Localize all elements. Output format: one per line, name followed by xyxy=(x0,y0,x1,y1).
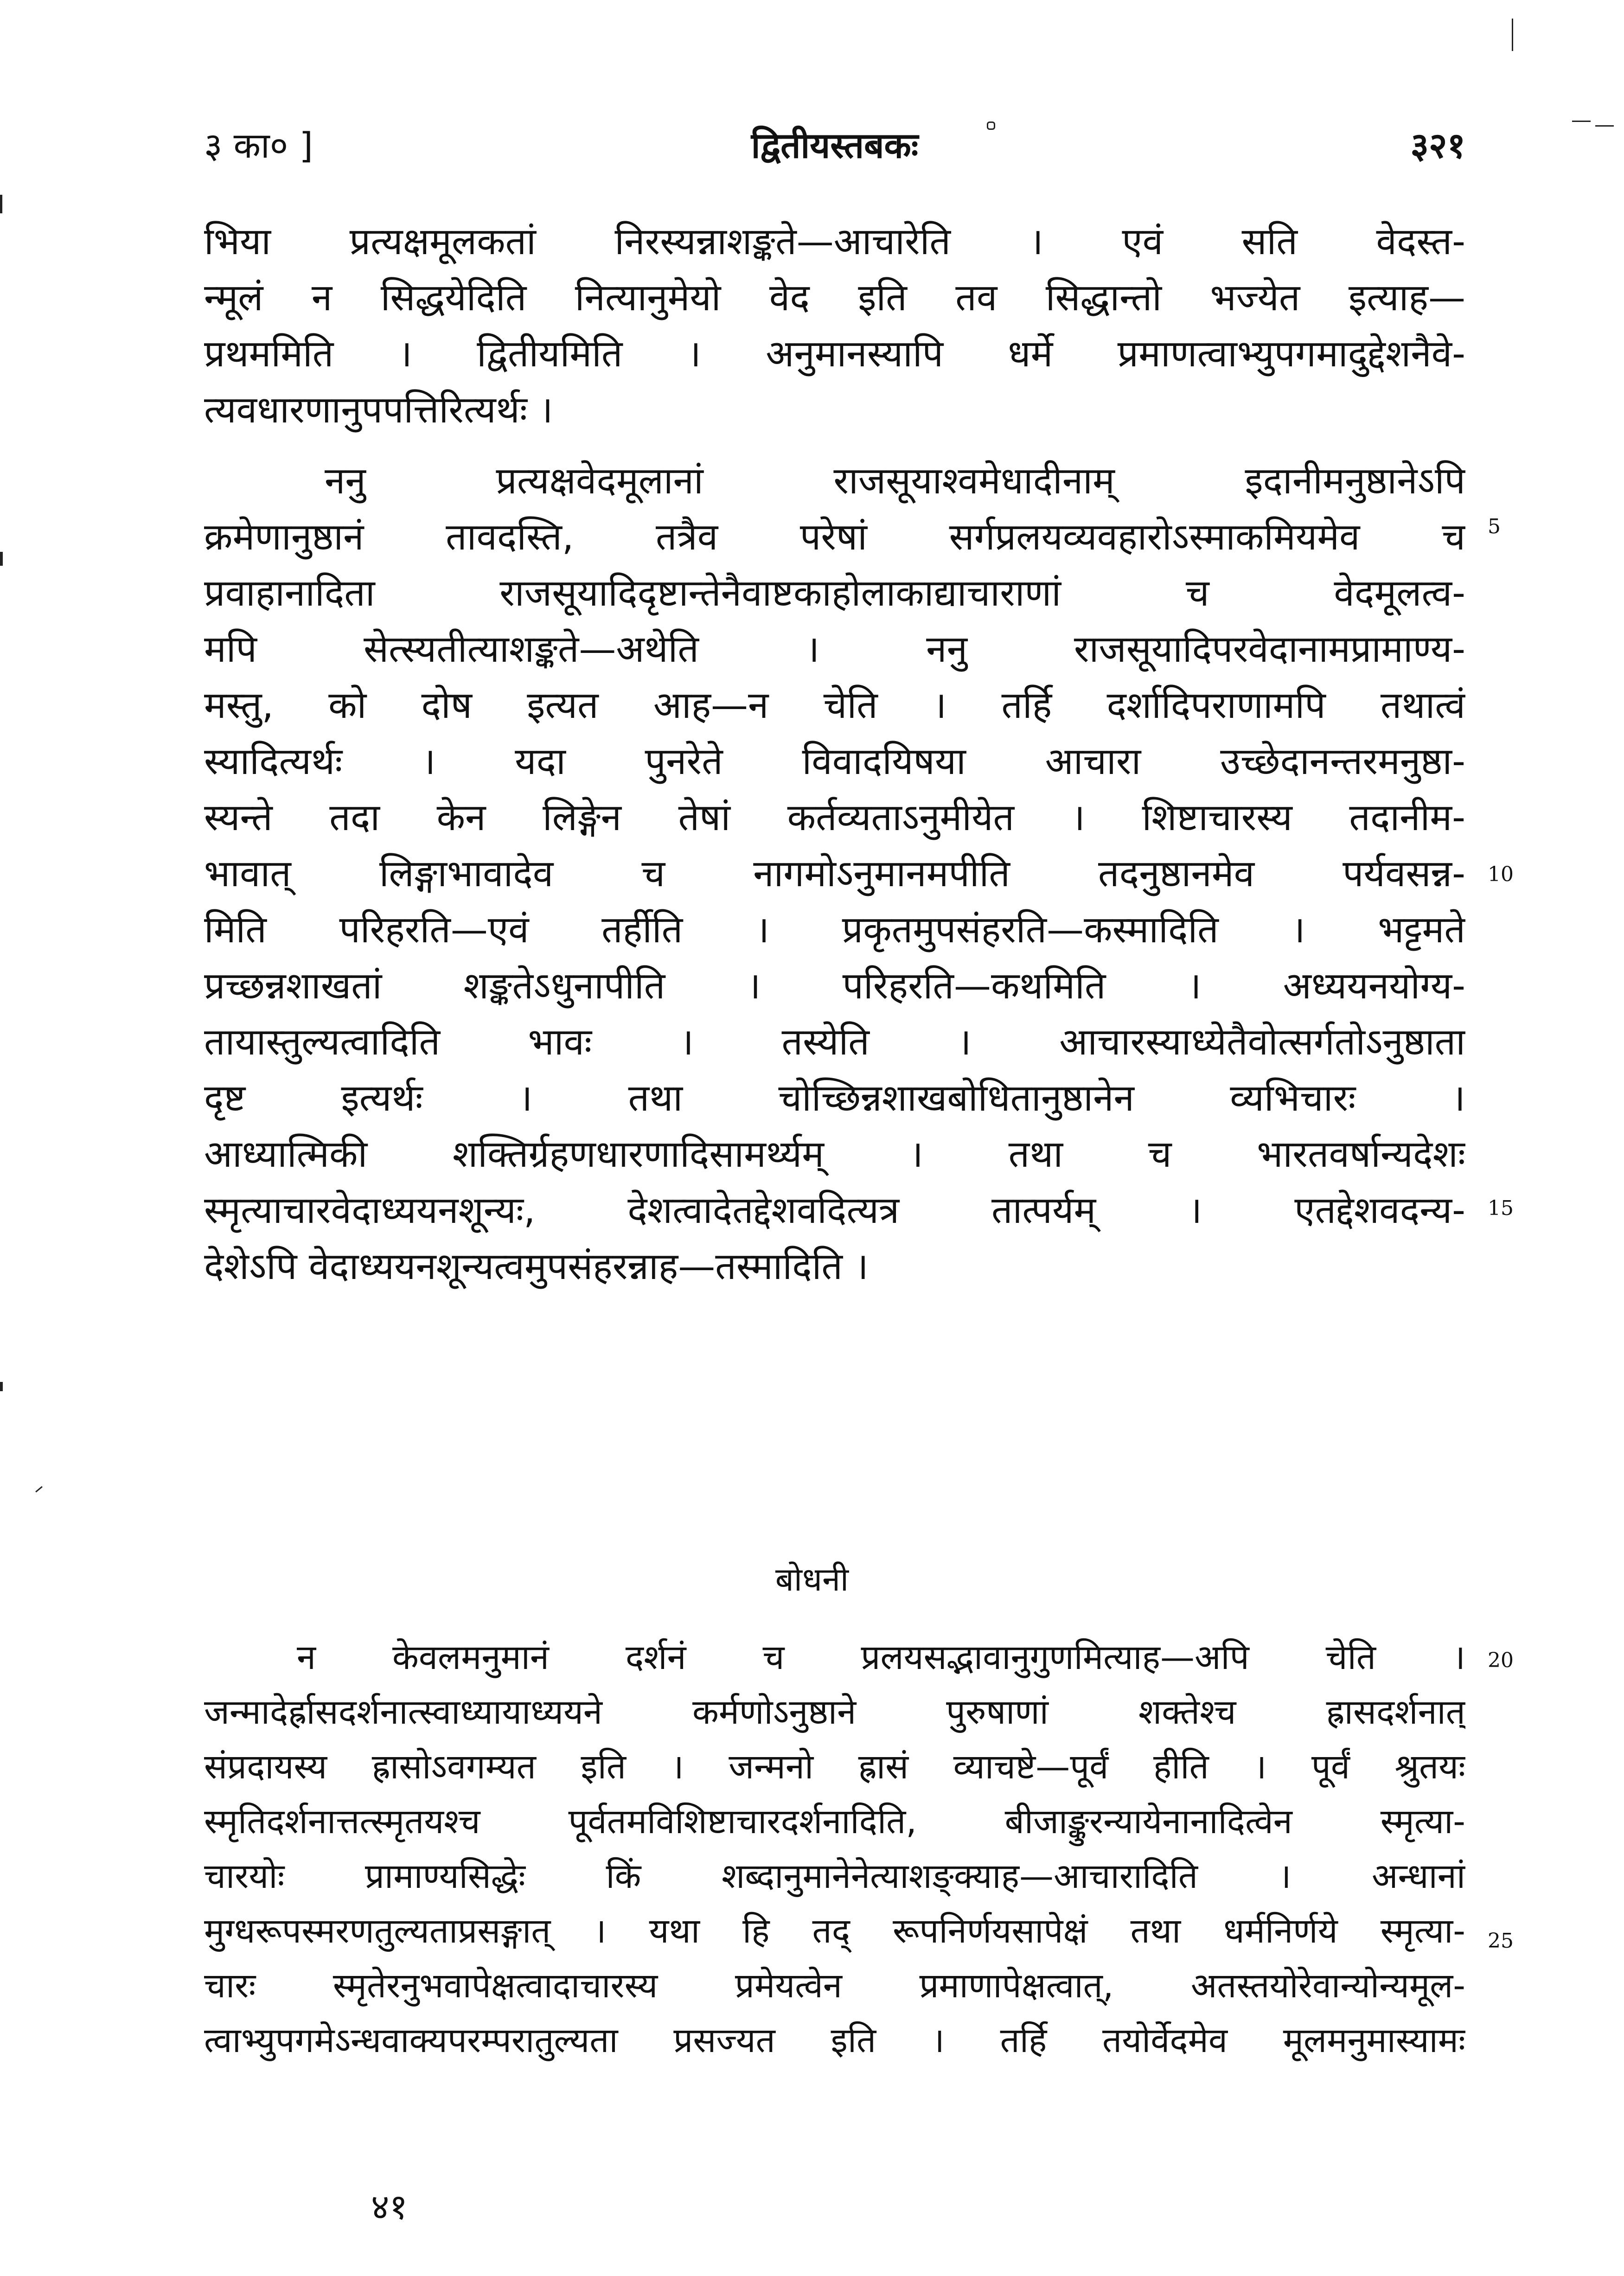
text-line: क्रमेणानुष्ठानं तावदस्ति, तत्रैव परेषां सर्गप्रलयव्यवहारोऽस्माकमियमेव च xyxy=(204,515,1465,558)
signature-mark: ४१ xyxy=(371,2186,408,2227)
scan-mark xyxy=(1572,121,1591,122)
text-line: प्रच्छन्नशाखतां शङ्कतेऽधुनापीति । परिहरति—कथमिति । अध्ययनयोग्य- xyxy=(204,964,1465,1007)
text-line: भिया प्रत्यक्षमूलकतां निरस्यन्नाशङ्कते—आचारेति । एवं सति वेदस्त- xyxy=(204,220,1465,263)
line-number: 5 xyxy=(1488,515,1501,538)
text-line: मिति परिहरति—एवं तर्हीति । प्रकृतमुपसंहरति—कस्मादिति । भट्टमते xyxy=(204,908,1465,951)
text-line: चारयोः प्रामाण्यसिद्धेः किं शब्दानुमानेनेत्याशङ्क्याह—आचारादिति । अन्धानां xyxy=(204,1856,1465,1896)
line-number: 20 xyxy=(1488,1649,1514,1672)
scan-mark xyxy=(0,1382,3,1391)
text-line: मुग्धरूपस्मरणतुल्यताप्रसङ्गात् । यथा हि तद् रूपनिर्णयसापेक्षं तथा धर्मनिर्णये स्मृत्या- xyxy=(204,1911,1465,1951)
text-line: स्यन्ते तदा केन लिङ्गेन तेषां कर्तव्यताऽनुमीयेत । शिष्टाचारस्य तदानीम- xyxy=(204,796,1465,839)
text-line: त्यवधारणानुपपत्तिरित्यर्थः । xyxy=(204,388,553,431)
line-number: 10 xyxy=(1488,863,1514,886)
text-line: दृष्ट इत्यर्थः । तथा चोच्छिन्नशाखबोधितानुष्ठानेन व्यभिचारः । xyxy=(204,1076,1465,1119)
text-line: त्वाभ्युपगमेऽन्धवाक्यपरम्परातुल्यता प्रसज्यत इति । तर्हि तयोर्वेदमेव मूलमनुमास्यामः xyxy=(204,2020,1465,2060)
scan-mark xyxy=(1512,19,1513,51)
text-line: तायास्तुल्यत्वादिति भावः । तस्येति । आचारस्याध्येतैवोत्सर्गतोऽनुष्ठाता xyxy=(204,1020,1465,1063)
text-line: स्मृत्याचारवेदाध्ययनशून्यः, देशत्वादेतद्देशवदित्यत्र तात्पर्यम् । एतद्देशवदन्य- xyxy=(204,1189,1465,1232)
text-line: न केवलमनुमानं दर्शनं च प्रलयसद्भावानुगुणमित्याह—अपि चेति । xyxy=(297,1637,1465,1677)
line-number: 25 xyxy=(1488,1929,1514,1953)
text-line: देशेऽपि वेदाध्ययनशून्यत्वमुपसंहरन्नाह—तस्मादिति । xyxy=(204,1245,869,1288)
scan-mark xyxy=(35,1486,43,1493)
page-number: ३२१ xyxy=(1410,125,1465,166)
text-line: जन्मादेर्ह्रासदर्शनात्स्वाध्यायाध्ययने कर्मणोऽनुष्ठाने पुरुषाणां शक्तेश्च ह्रासदर्शनात् xyxy=(204,1692,1465,1732)
scan-mark xyxy=(1595,125,1614,127)
section-reference: ३ का० ] xyxy=(204,125,313,166)
text-line: प्रथममिति । द्वितीयमिति । अनुमानस्यापि धर्मे प्रमाणत्वाभ्युपगमादुद्देशनैवे- xyxy=(204,332,1465,375)
scan-mark xyxy=(0,195,2,213)
text-line: स्यादित्यर्थः । यदा पुनरेते विवादयिषया आचारा उच्छेदानन्तरमनुष्ठा- xyxy=(204,740,1465,783)
text-line: चारः स्मृतेरनुभवापेक्षत्वादाचारस्य प्रमेयत्वेन प्रमाणापेक्षत्वात्, अतस्तयोरेवान्योन्यमूल- xyxy=(204,1966,1465,2006)
text-line: मस्तु, को दोष इत्यत आह—न चेति । तर्हि दर्शादिपराणामपि तथात्वं xyxy=(204,684,1465,727)
text-line: भावात् लिङ्गाभावादेव च नागमोऽनुमानमपीति तदनुष्ठानमेव पर्यवसन्न- xyxy=(204,852,1465,895)
text-line: संप्रदायस्य ह्रासोऽवगम्यत इति । जन्मनो ह्रासं व्याचष्टे—पूर्वं हीति । पूर्वं श्रुतयः xyxy=(204,1747,1465,1787)
running-header xyxy=(204,116,1465,176)
text-line: स्मृतिदर्शनात्तत्स्मृतयश्च पूर्वतमविशिष्टाचारदर्शनादिति, बीजाङ्कुरन्यायेनानादित्वेन स्मृत्या- xyxy=(204,1802,1465,1841)
text-line: आध्यात्मिकी शक्तिर्ग्रहणधारणादिसामर्थ्यम् । तथा च भारतवर्षान्यदेशः xyxy=(204,1132,1465,1176)
section-heading: बोधनी xyxy=(775,1560,849,1598)
scan-mark xyxy=(0,552,3,566)
text-line: प्रवाहानादिता राजसूयादिदृष्टान्तेनैवाष्टकाहोलाकाद्याचाराणां च वेदमूलत्व- xyxy=(204,571,1465,614)
chapter-title: द्वितीयस्तबकः xyxy=(751,125,919,166)
text-line: मपि सेत्स्यतीत्याशङ्कते—अथेति । ननु राजसूयादिपरवेदानामप्रामाण्य- xyxy=(204,627,1465,671)
commentary-block xyxy=(204,213,1465,1294)
text-line: ननु प्रत्यक्षवेदमूलानां राजसूयाश्वमेधादीनाम् इदानीमनुष्ठानेऽपि xyxy=(325,459,1465,502)
bodhani-block xyxy=(204,1630,1465,2068)
line-number: 15 xyxy=(1488,1196,1514,1220)
text-line: न्मूलं न सिद्धयेदिति नित्यानुमेयो वेद इति तव सिद्धान्तो भज्येत इत्याह— xyxy=(204,276,1465,319)
